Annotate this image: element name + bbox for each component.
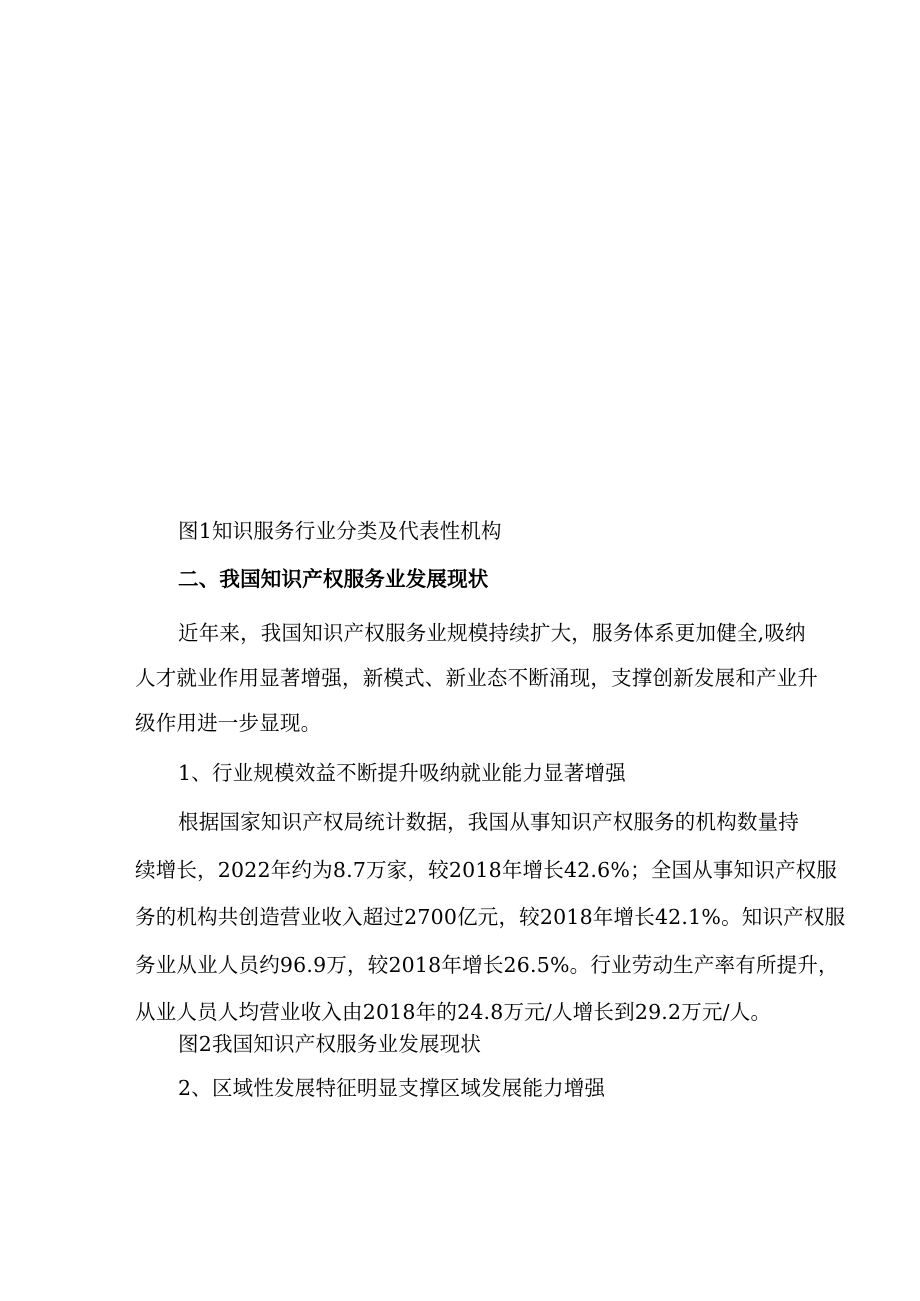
stats-line-2: 续增长，2022年约为8.7万家，较2018年增长42.6%；全国从事知识产权服 (135, 858, 838, 882)
intro-line-3: 级作用进一步显现。 (135, 711, 322, 735)
intro-line-2: 人才就业作用显著增强，新模式、新业态不断涌现，支撑创新发展和产业升 (135, 666, 819, 690)
stats-line-5: 从业人员人均营业收入由2018年的24.8万元/人增长到29.2万元/人。 (135, 1000, 772, 1024)
subheading-2: 2、区域性发展特征明显支撑区域发展能力增强 (178, 1076, 606, 1100)
intro-line-1: 近年来，我国知识产权服务业规模持续扩大，服务体系更加健全,吸纳 (178, 621, 806, 645)
stats-line-1: 根据国家知识产权局统计数据，我国从事知识产权服务的机构数量持 (178, 810, 799, 834)
figure1-caption: 图1知识服务行业分类及代表性机构 (178, 519, 502, 543)
figure2-caption: 图2我国知识产权服务业发展现状 (178, 1032, 482, 1056)
stats-line-3: 务的机构共创造营业收入超过2700亿元，较2018年增长42.1%。知识产权服 (135, 905, 846, 929)
stats-line-4: 务业从业人员约96.9万，较2018年增长26.5%。行业劳动生产率有所提升， (135, 953, 839, 977)
section2-heading: 二、我国知识产权服务业发展现状 (178, 567, 489, 591)
subheading-1: 1、行业规模效益不断提升吸纳就业能力显著增强 (178, 761, 626, 785)
